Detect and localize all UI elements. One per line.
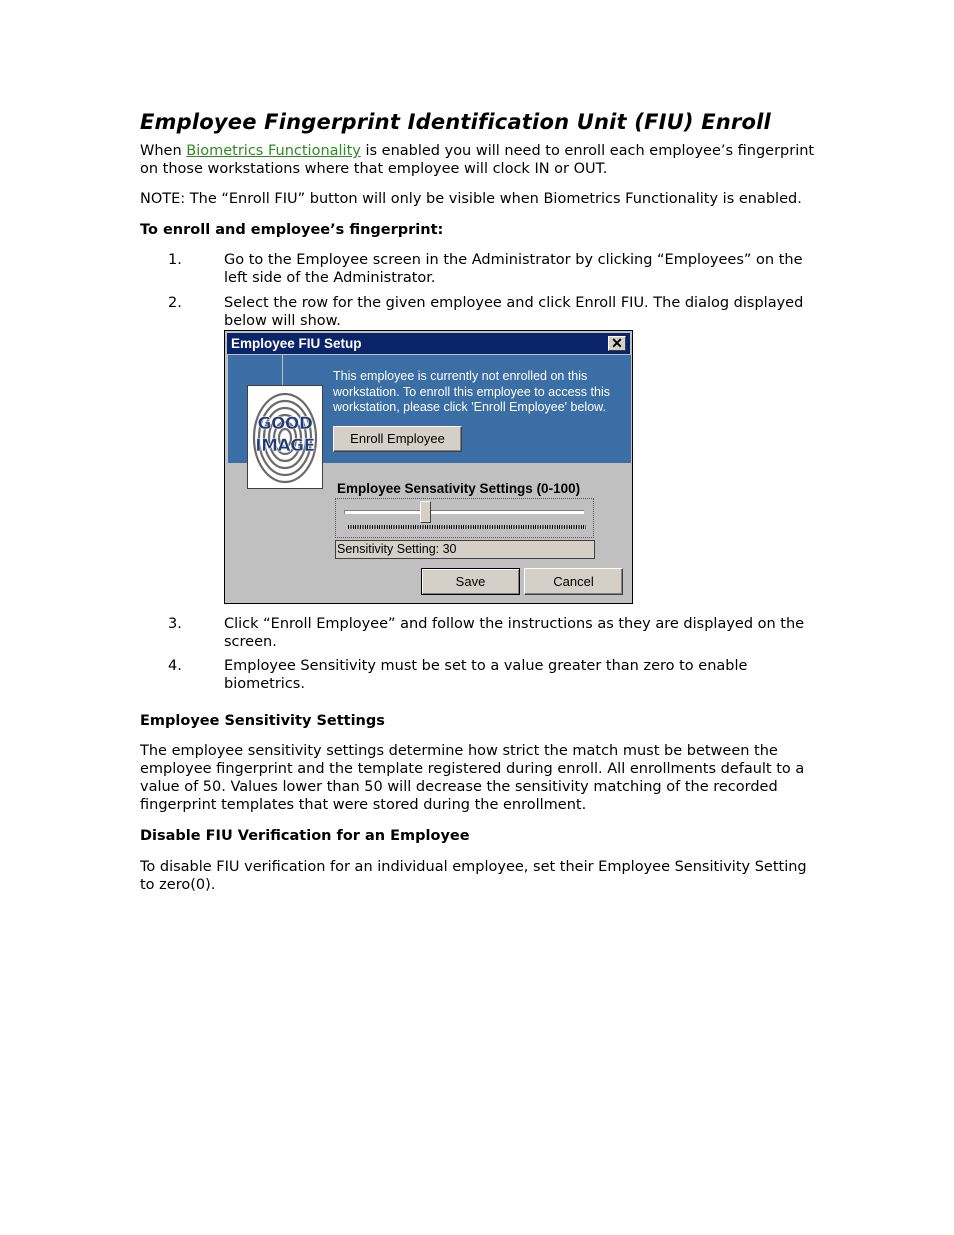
step-number: 3.	[168, 616, 182, 632]
dialog-titlebar	[227, 333, 630, 354]
slider-ticks	[348, 525, 586, 529]
disable-paragraph: To disable FIU verification for an individual employee, set their Employee Sensitivity Setting to zero(0).	[140, 859, 807, 893]
image-label: IMAGE	[255, 436, 315, 456]
cancel-button[interactable]: Cancel	[524, 568, 623, 595]
fingerprint-image	[247, 385, 323, 489]
step-text: Click “Enroll Employee” and follow the instructions as they are displayed on the screen.	[224, 616, 805, 650]
sensitivity-paragraph: The employee sensitivity settings determine how strict the match must be between the employee fingerprint and the template registered during enroll. All enrollments default to a value of 50. Values lower than 50 will decrease the sensitivity matching of the recorded fingerprint templates that were stored during the enrollment.	[140, 743, 805, 813]
intro-paragraph	[140, 142, 820, 178]
biometrics-functionality-link[interactable]: Biometrics Functionality	[186, 143, 361, 159]
divider	[282, 355, 283, 385]
sensitivity-slider[interactable]	[335, 498, 594, 538]
sensitivity-heading: Employee Sensitivity Settings	[140, 713, 385, 729]
dialog-title: Employee FIU Setup	[231, 336, 362, 351]
step-number: 1.	[168, 252, 182, 268]
slider-thumb[interactable]	[420, 501, 431, 523]
save-button[interactable]: Save	[421, 568, 520, 595]
page-title: Employee Fingerprint Identification Unit (FIU) Enroll	[140, 110, 771, 134]
sensitivity-title: Employee Sensativity Settings (0-100)	[337, 481, 581, 496]
enroll-employee-button[interactable]: Enroll Employee	[333, 426, 462, 452]
step-text: Select the row for the given employee and click Enroll FIU. The dialog displayed below will show.	[224, 295, 804, 329]
sensitivity-field: Sensitivity Setting: 30	[335, 540, 595, 559]
steps-heading: To enroll and employee’s fingerprint:	[140, 222, 444, 238]
intro-prefix: When	[140, 143, 187, 159]
note-paragraph: NOTE: The “Enroll FIU” button will only be visible when Biometrics Functionality is enabled.	[140, 191, 802, 207]
good-label: GOOD	[257, 414, 313, 434]
slider-track	[344, 510, 584, 514]
step-number: 4.	[168, 658, 182, 674]
close-icon[interactable]: ✕	[608, 336, 626, 351]
step-number: 2.	[168, 295, 182, 311]
disable-heading: Disable FIU Verification for an Employee	[140, 828, 470, 844]
intro-line-2: on those workstations where that employee will clock IN or OUT.	[140, 161, 608, 177]
step-text: Employee Sensitivity must be set to a value greater than zero to enable biometrics.	[224, 658, 748, 692]
employee-fiu-setup-dialog	[224, 330, 633, 604]
intro-suffix: is enabled you will need to enroll each employee’s fingerprint	[360, 143, 815, 159]
step-text: Go to the Employee screen in the Administrator by clicking “Employees” on the left side of the Administrator.	[224, 252, 803, 286]
enroll-message: This employee is currently not enrolled on this workstation. To enroll this employee to access this workstation, please click 'Enroll Employee' below.	[333, 369, 610, 414]
